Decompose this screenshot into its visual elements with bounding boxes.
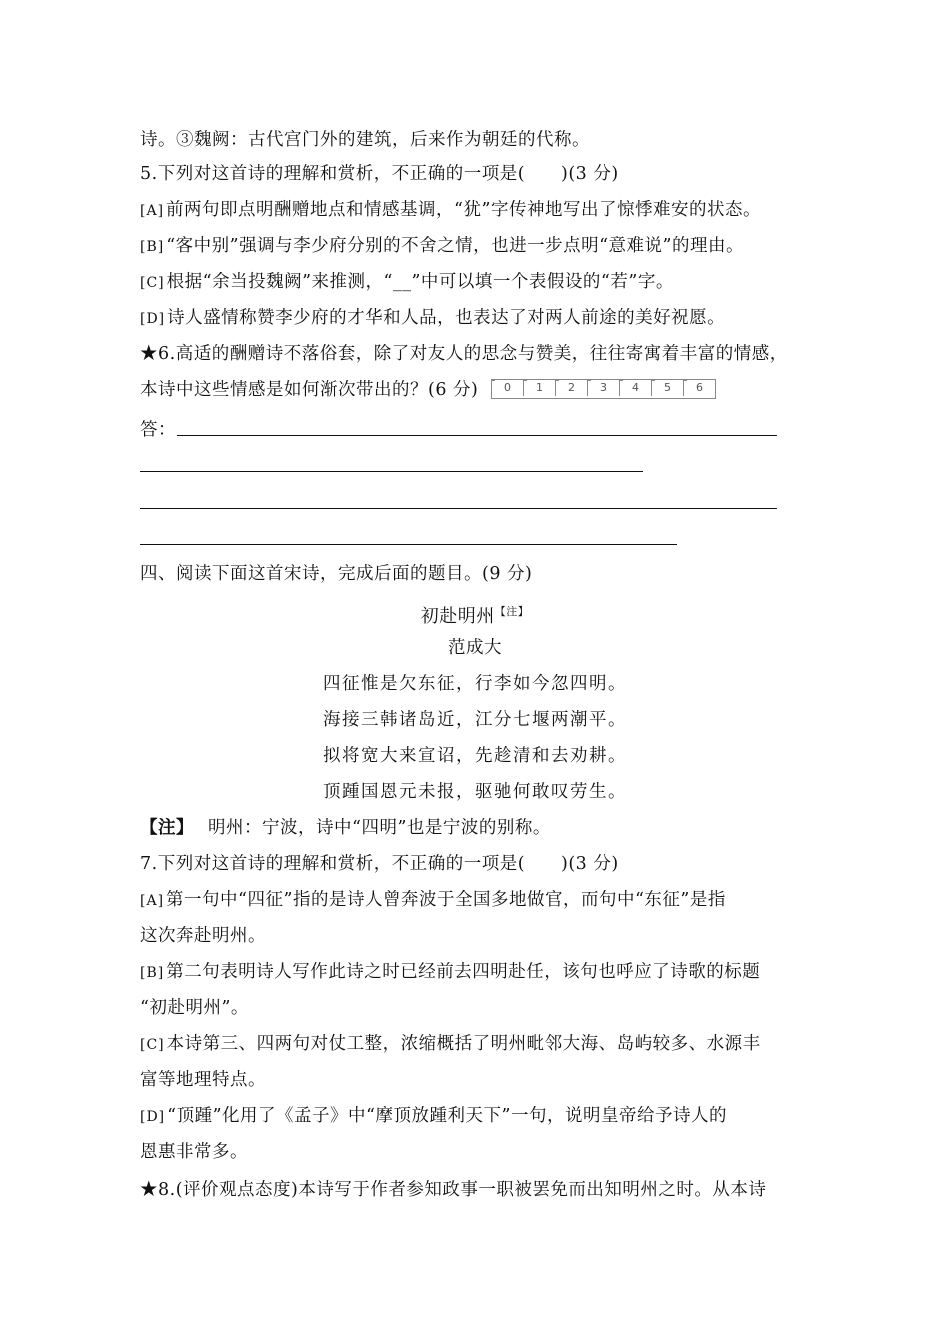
- section-4-heading: 四、阅读下面这首宋诗，完成后面的题目。(9 分): [140, 564, 533, 584]
- option-7d-line2: 恩惠非常多。: [140, 1142, 248, 1162]
- option-5a: [140, 199, 761, 222]
- poem-title: [0, 601, 950, 628]
- option-tag: [B]: [140, 965, 165, 981]
- question-6-line2: 本诗中这些情感是如何渐次带出的？(6 分): [140, 380, 479, 400]
- answer-line[interactable]: [140, 508, 777, 509]
- answer-line[interactable]: [140, 544, 677, 545]
- poem-line-4: 顶踵国恩元未报，驱驰何敢叹劳生。: [323, 782, 627, 802]
- score-box-row: [491, 379, 716, 399]
- option-7a-line1: [140, 889, 726, 912]
- option-text: 第一句中“四征”指的是诗人曾奔波于全国多地做官，而句中“东征”是指: [166, 890, 726, 910]
- question-7: 7.下列对这首诗的理解和赏析，不正确的一项是( )(3 分): [140, 854, 619, 874]
- option-text: “客中别”强调与李少府分别的不舍之情，也进一步点明“意难说”的理由。: [166, 236, 745, 256]
- option-text: 根据“余当投魏阙”来推测，“__”中可以填一个表假设的“若”字。: [166, 272, 674, 292]
- poem-author: 范成大: [448, 638, 502, 658]
- option-7c-line1: [140, 1033, 761, 1056]
- poem-line-3: 拟将宽大来宣诏，先趁清和去劝耕。: [323, 746, 627, 766]
- answer-label: 答：: [140, 420, 176, 440]
- option-5b: [140, 235, 744, 258]
- option-text: 诗人盛情称赞李少府的才华和人品，也表达了对两人前途的美好祝愿。: [167, 308, 726, 328]
- footnote-line: 诗。③魏阙：古代宫门外的建筑，后来作为朝廷的代称。: [140, 130, 590, 150]
- poem-title-text: 初赴明州: [420, 606, 495, 627]
- option-text: 前两句即点明酬赠地点和情感基调，“犹”字传神地写出了惊悸难安的状态。: [166, 200, 761, 220]
- poem-note-mark: 【注】: [494, 605, 530, 618]
- score-box[interactable]: 1: [524, 380, 556, 396]
- answer-line[interactable]: [177, 435, 777, 436]
- score-box[interactable]: 4: [620, 380, 652, 396]
- option-text: 第二句表明诗人写作此诗之时已经前去四明赴任，该句也呼应了诗歌的标题: [166, 962, 761, 982]
- option-7a-line2: 这次奔赴明州。: [140, 926, 266, 946]
- option-7c-line2: 富等地理特点。: [140, 1070, 266, 1090]
- option-tag: [B]: [140, 239, 165, 255]
- poem-line-1: 四征惟是欠东征，行李如今忽四明。: [323, 674, 627, 694]
- option-tag: [C]: [140, 1037, 165, 1053]
- score-box[interactable]: 2: [556, 380, 588, 396]
- option-7b-line1: [140, 961, 760, 984]
- option-tag: [D]: [140, 311, 166, 327]
- score-box[interactable]: 0: [492, 380, 524, 396]
- note-text: 明州：宁波，诗中“四明”也是宁波的别称。: [208, 818, 551, 838]
- score-box[interactable]: 5: [652, 380, 684, 396]
- score-box[interactable]: 3: [588, 380, 620, 396]
- poem-line-2: 海接三韩诸岛近，江分七堰两潮平。: [323, 710, 627, 730]
- poem-note: [140, 817, 551, 839]
- option-text: 本诗第三、四两句对仗工整，浓缩概括了明州毗邻大海、岛屿较多、水源丰: [166, 1034, 761, 1054]
- answer-line[interactable]: [140, 471, 643, 472]
- option-tag: [C]: [140, 275, 165, 291]
- option-text: “顶踵”化用了《孟子》中“摩顶放踵利天下”一句，说明皇帝给予诗人的: [167, 1106, 727, 1126]
- question-8: ★8.(评价观点态度)本诗写于作者参知政事一职被罢免而出知明州之时。从本诗: [140, 1180, 767, 1200]
- option-5c: [140, 271, 674, 294]
- option-5d: [140, 307, 725, 330]
- score-box[interactable]: 6: [684, 380, 715, 396]
- option-tag: [A]: [140, 893, 165, 909]
- option-7d-line1: [140, 1105, 727, 1128]
- option-tag: [D]: [140, 1109, 166, 1125]
- question-6-line1: ★6.高适的酬赠诗不落俗套，除了对友人的思念与赞美，往往寄寓着丰富的情感，: [140, 344, 788, 364]
- option-tag: [A]: [140, 203, 165, 219]
- note-tag: 【注】: [140, 818, 194, 838]
- option-7b-line2: “初赴明州”。: [140, 998, 249, 1018]
- question-5: 5.下列对这首诗的理解和赏析，不正确的一项是( )(3 分): [140, 164, 619, 184]
